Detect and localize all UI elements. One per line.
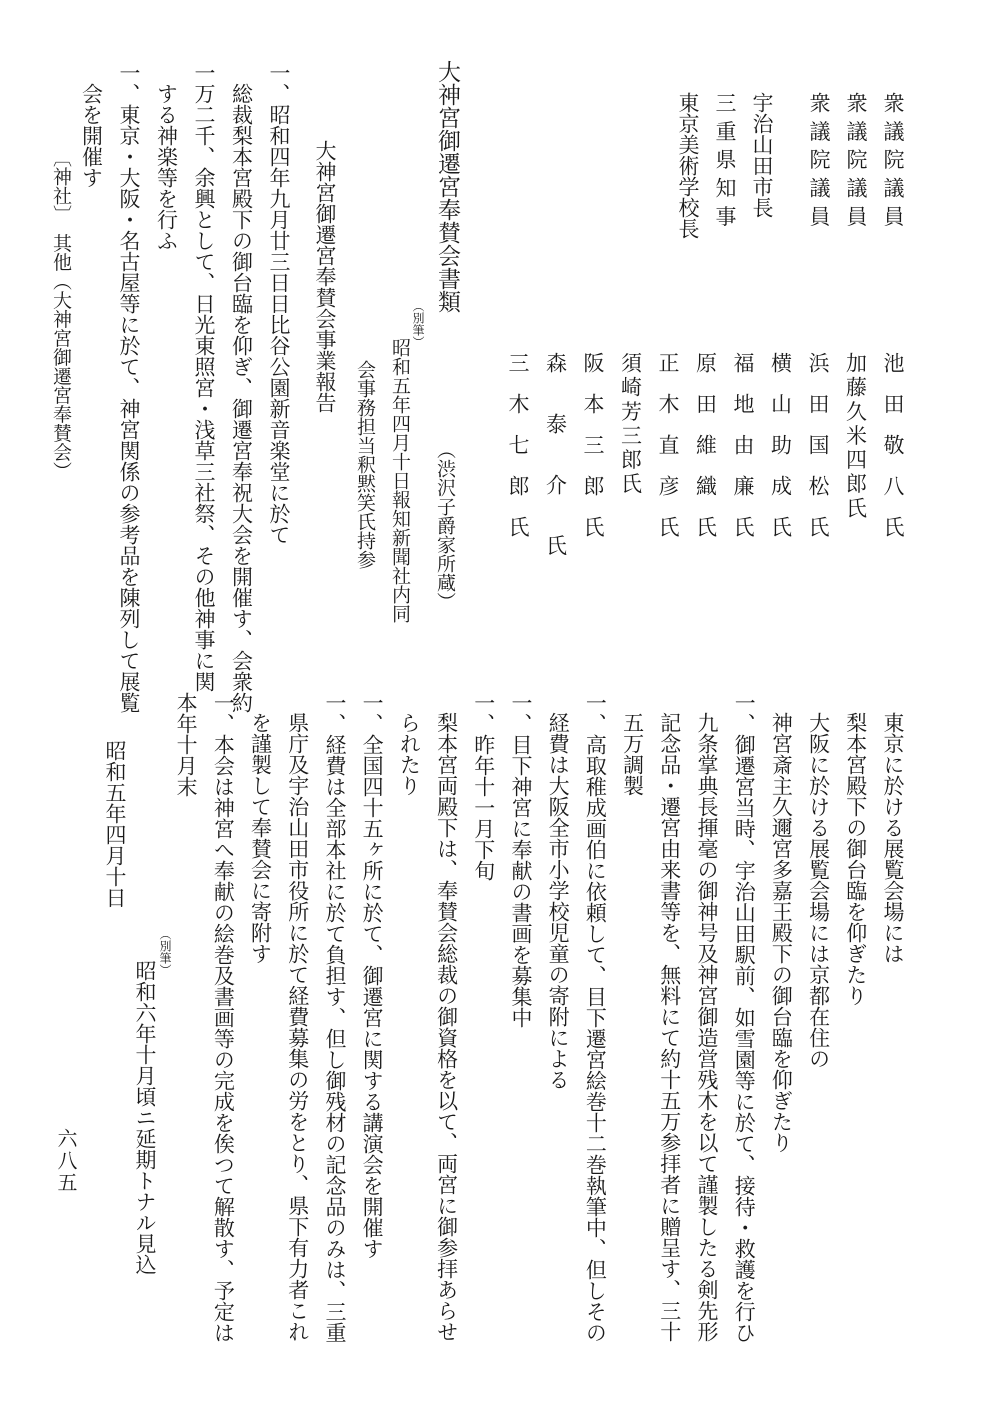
note-tag: （別筆） [158,928,172,976]
body-line: 一、本会は神宮へ奉献の絵巻及書画等の完成を俟つて解散す、予定は [211,692,236,1343]
body-line: を謹製して奉賛会に寄附す [248,712,273,964]
body-line: 一、全国四十五ヶ所に於て、御遷宮に関する講演会を開催す [360,692,385,1259]
body-line: 一、御遷宮当時、宇治山田駅前、如雪園等に於て、接待・救護を行ひ [732,692,757,1343]
member-name: 福地由廉氏 [731,352,755,557]
date-line: 昭和五年四月十日報知新聞社内同 [389,338,411,623]
report-items [72,62,297,713]
body-line: 梨本宮両殿下は、奉賛会総裁の御資格を以て、両宮に御参拝あらせ [434,712,459,1342]
report-item: 一、東京・大阪・名古屋等に於て、神宮関係の参考品を陳列して展覧 [117,62,141,713]
member-title: 東京美術学校長 [676,92,700,239]
report-item: 一万二千、余興として、日光東照宮・浅草三社祭、その他神事に関 [192,62,216,692]
date-line-2: 会事務担当釈黙笑氏持参 [354,360,376,569]
heading-text: 大神宮御遷宮奉賛会書類 [434,60,460,313]
member-title: 三重県知事 [713,92,737,234]
report-title-text: 大神宮御遷宮奉賛会事業報告 [313,140,337,413]
report-item: 会を開催す [79,83,104,188]
body-line: 神宮斎主久邇宮多嘉王殿下の御台臨を仰ぎたり [769,712,794,1153]
member-title: 衆議院議員 [807,92,831,234]
member-name: 森泰介氏 [543,352,568,596]
body-line: 東京に於ける展覧会場には [881,712,905,964]
body-line: 一、経費は全部本社に於て負担す、但し御残材の記念品のみは、三重 [322,692,347,1343]
member-name: 三木七郎氏 [506,352,530,557]
body-line: 一、昨年十一月下旬 [471,692,496,881]
document-heading [428,60,465,313]
member-name: 阪本三郎氏 [581,352,605,557]
body-line: 経費は大阪全市小学校児童の寄附による [546,712,571,1090]
body-line: 大阪に於ける展覧会場には京都在住の [806,712,831,1069]
body-line: 県庁及宇治山田市役所に於て経費募集の労をとり、県下有力者これ [285,712,310,1342]
date-lines [347,338,417,623]
page-number-text: 六八五 [54,1128,78,1194]
member-name: 原田維織氏 [693,352,718,557]
member-names [499,352,912,596]
postpone-text: 昭和六年十月頃ニ延期トナル見込 [133,960,157,1275]
note-tag: （別筆） [411,300,425,348]
member-title: 宇治山田市長 [750,92,774,218]
body-line: 一、目下神宮に奉献の書画を募集中 [508,692,533,1028]
report-item: 一、昭和四年九月廿三日日比谷公園新音楽堂に於て [267,62,291,545]
body-line: 記念品・遷宮由来書等を、無料にて約十五万参拝者に贈呈す、三十 [657,712,682,1342]
source-text: （渋沢子爵家所蔵） [434,440,456,611]
member-name: 浜田国松氏 [806,352,830,557]
member-name: 横山助成氏 [768,352,793,557]
report-item: する神楽等を行ふ [154,83,179,251]
member-titles [669,92,911,239]
page-number [52,1128,81,1194]
postpone-note [126,960,163,1275]
report-item: 総裁梨本宮殿下の御台臨を仰ぎ、御遷宮奉祝大会を開催す、会衆約 [229,83,254,713]
member-title: 衆議院議員 [844,92,868,234]
body-line: 五万調製 [620,712,645,796]
member-name: 正木直彦氏 [656,352,680,557]
footer-text: 〔神社〕 其他（大神宮御遷宮奉賛会） [50,148,72,481]
member-name: 池田敬八氏 [881,352,905,557]
body-line: 本年十月末 [174,692,199,797]
body-line: られたり [397,712,422,796]
member-name: 須崎芳三郎氏 [618,352,643,497]
bottom-date [96,740,133,908]
body-line: 梨本宮殿下の御台臨を仰ぎたり [843,712,868,1006]
member-title: 衆議院議員 [881,92,905,234]
member-name: 加藤久米四郎氏 [843,352,868,522]
body-line: 一、高取稚成画伯に依頼して、目下遷宮絵巻十二巻執筆中、但しその [583,692,608,1343]
source-note [426,440,463,611]
body-line: 九条掌典長揮毫の御神号及神宮御造営残木を以て謹製したる剣先形 [694,712,719,1342]
page-footer-label [42,148,79,481]
bottom-text [167,692,911,1343]
report-title [306,140,343,413]
date-text: 昭和五年四月十日 [103,740,127,908]
